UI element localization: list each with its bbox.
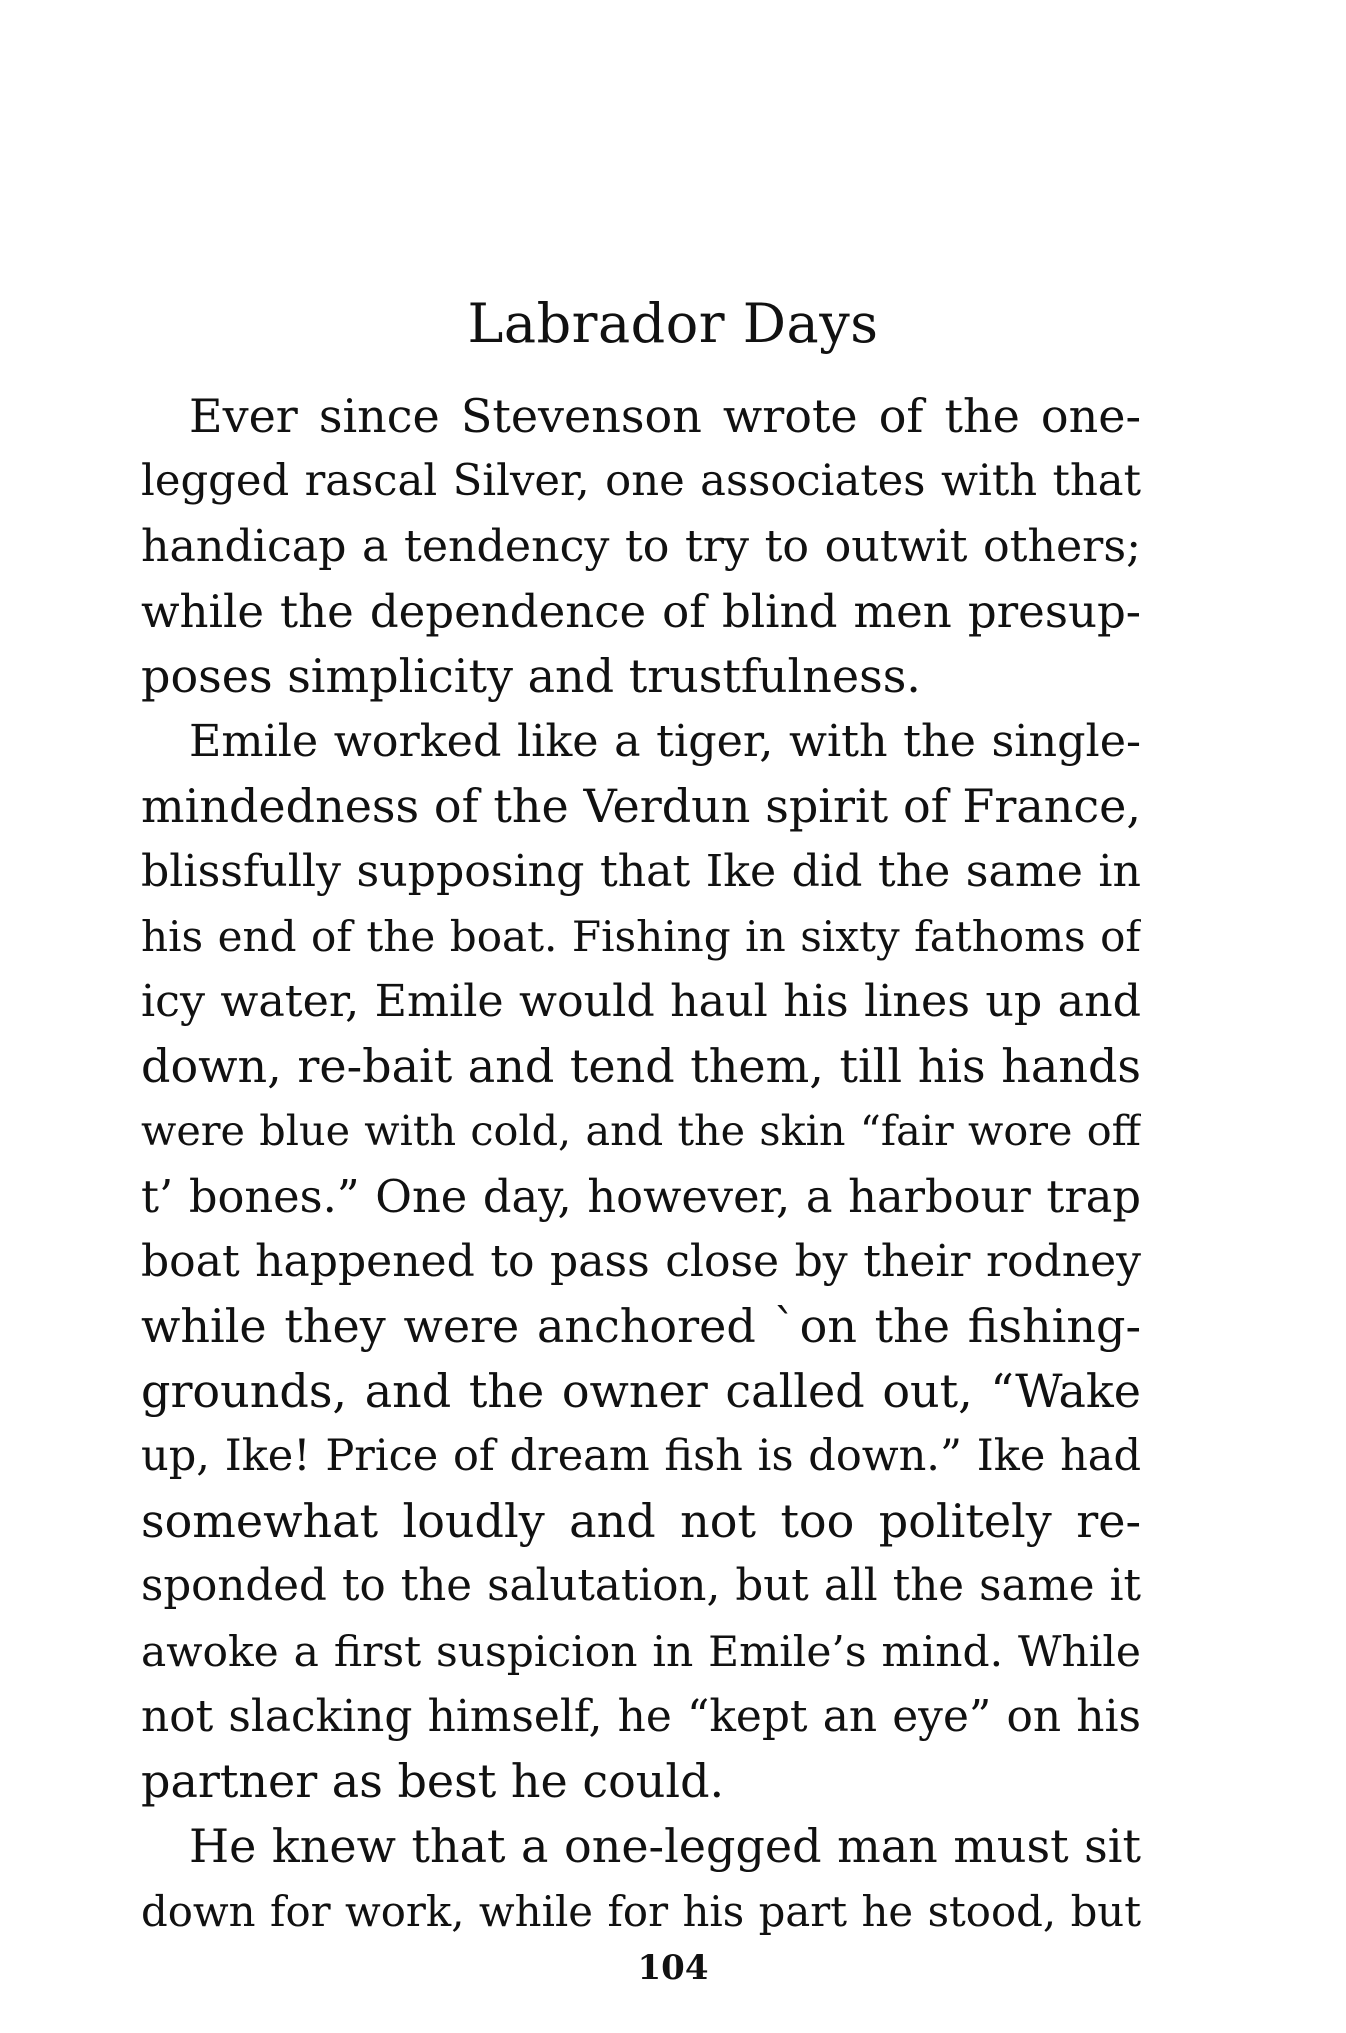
text-line: Emile worked like a tiger, with the single- <box>189 716 1141 767</box>
text-line: while they were anchored ˋon the fishing- <box>141 1299 1141 1353</box>
text-line: grounds, and the owner called out, “Wake <box>141 1364 1141 1418</box>
text-line: icy water, Emile would haul his lines up and <box>141 976 1141 1027</box>
text-line: mindedness of the Verdun spirit of France, <box>141 779 1141 833</box>
text-line: t’ bones.” One day, however, a harbour trap <box>141 1170 1141 1223</box>
body-text <box>141 384 1141 1944</box>
text-line: while the dependence of blind men presup- <box>141 585 1141 638</box>
text-line: were blue with cold, and the skin “fair wore off <box>141 1107 1141 1155</box>
text-line: down for work, while for his part he stood, but <box>141 1887 1141 1936</box>
text-line: down, re-bait and tend them, till his hands <box>141 1039 1141 1093</box>
page-number: 104 <box>637 1948 709 1988</box>
text-line: He knew that a one-legged man must sit <box>189 1819 1141 1873</box>
text-line: up, Ike! Price of dream fish is down.” Ike had <box>141 1431 1141 1481</box>
text-line: his end of the boat. Fishing in sixty fathoms of <box>141 912 1141 961</box>
text-line: awoke a first suspicion in Emile’s mind. While <box>141 1627 1141 1676</box>
text-line: boat happened to pass close by their rodney <box>141 1236 1141 1287</box>
paragraph-1 <box>141 384 1141 709</box>
paragraph-2 <box>141 709 1141 1814</box>
text-line: blissfully supposing that Ike did the same in <box>141 846 1141 897</box>
text-line: legged rascal Silver, one associates with that <box>141 456 1141 506</box>
text-line: not slacking himself, he “kept an eye” on his <box>141 1691 1141 1742</box>
text-line: partner as best he could. <box>141 1754 725 1808</box>
text-line: Ever since Stevenson wrote of the one- <box>189 389 1141 443</box>
text-line: sponded to the salutation, but all the same it <box>141 1561 1141 1611</box>
text-line: poses simplicity and trustfulness. <box>141 649 921 703</box>
text-line: somewhat loudly and not too politely re- <box>141 1494 1141 1548</box>
text-line: handicap a tendency to try to outwit others; <box>141 521 1141 572</box>
running-title: Labrador Days <box>467 292 879 355</box>
paragraph-3 <box>141 1814 1141 1944</box>
